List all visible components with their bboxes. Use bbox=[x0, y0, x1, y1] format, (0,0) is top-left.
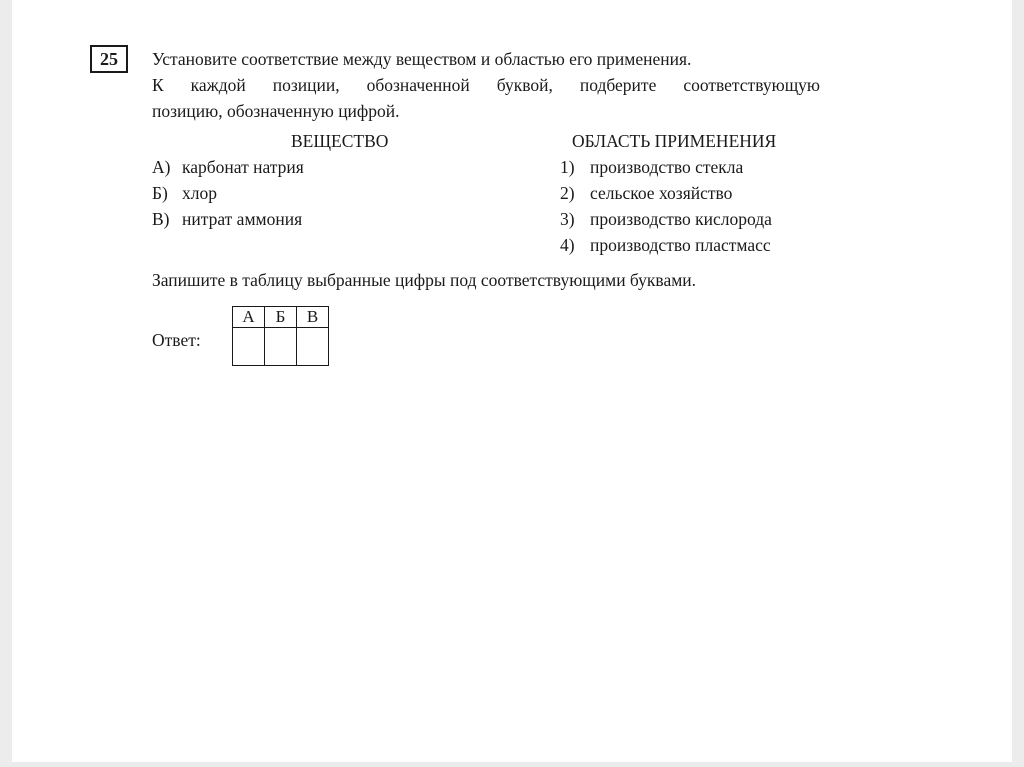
substance-text: нитрат аммония bbox=[182, 209, 303, 229]
task-number-box: 25 bbox=[90, 45, 128, 73]
instruction-text: Запишите в таблицу выбранные цифры под соответствующими буквами. bbox=[152, 270, 697, 290]
substance-item-b bbox=[152, 183, 217, 204]
application-label: 2) bbox=[560, 183, 575, 203]
application-text: производство стекла bbox=[590, 157, 744, 177]
application-item-1 bbox=[560, 157, 743, 178]
substance-item-a bbox=[152, 157, 304, 178]
answer-header-a: А bbox=[233, 307, 265, 328]
answer-table bbox=[232, 306, 329, 366]
substance-label: Б) bbox=[152, 183, 168, 203]
application-text: сельское хозяйство bbox=[590, 183, 733, 203]
application-item-4 bbox=[560, 235, 771, 256]
answer-cell-a[interactable] bbox=[233, 328, 265, 366]
substance-label: В) bbox=[152, 209, 170, 229]
application-label: 1) bbox=[560, 157, 575, 177]
substance-text: карбонат натрия bbox=[182, 157, 304, 177]
application-text: производство кислорода bbox=[590, 209, 772, 229]
answer-cell-b[interactable] bbox=[265, 328, 297, 366]
application-column-header: ОБЛАСТЬ ПРИМЕНЕНИЯ bbox=[572, 131, 777, 151]
answer-label: Ответ: bbox=[152, 330, 201, 350]
application-label: 3) bbox=[560, 209, 575, 229]
application-item-3 bbox=[560, 209, 772, 230]
answer-header-v: В bbox=[297, 307, 329, 328]
substance-column-header: ВЕЩЕСТВО bbox=[291, 131, 389, 151]
substance-item-v bbox=[152, 209, 302, 230]
task-text-line-1: Установите соответствие между веществом и областью его применения. bbox=[152, 49, 692, 69]
substance-text: хлор bbox=[182, 183, 217, 203]
application-label: 4) bbox=[560, 235, 575, 255]
application-text: производство пластмасс bbox=[590, 235, 771, 255]
task-text-line-3: позицию, обозначенную цифрой. bbox=[152, 101, 400, 121]
answer-table-input-row bbox=[233, 328, 329, 366]
answer-header-b: Б bbox=[265, 307, 297, 328]
substance-label: А) bbox=[152, 157, 171, 177]
application-item-2 bbox=[560, 183, 732, 204]
answer-cell-v[interactable] bbox=[297, 328, 329, 366]
task-text-line-2: К каждой позиции, обозначенной буквой, подберите соответствующую bbox=[152, 75, 820, 95]
answer-table-header-row bbox=[233, 307, 329, 328]
